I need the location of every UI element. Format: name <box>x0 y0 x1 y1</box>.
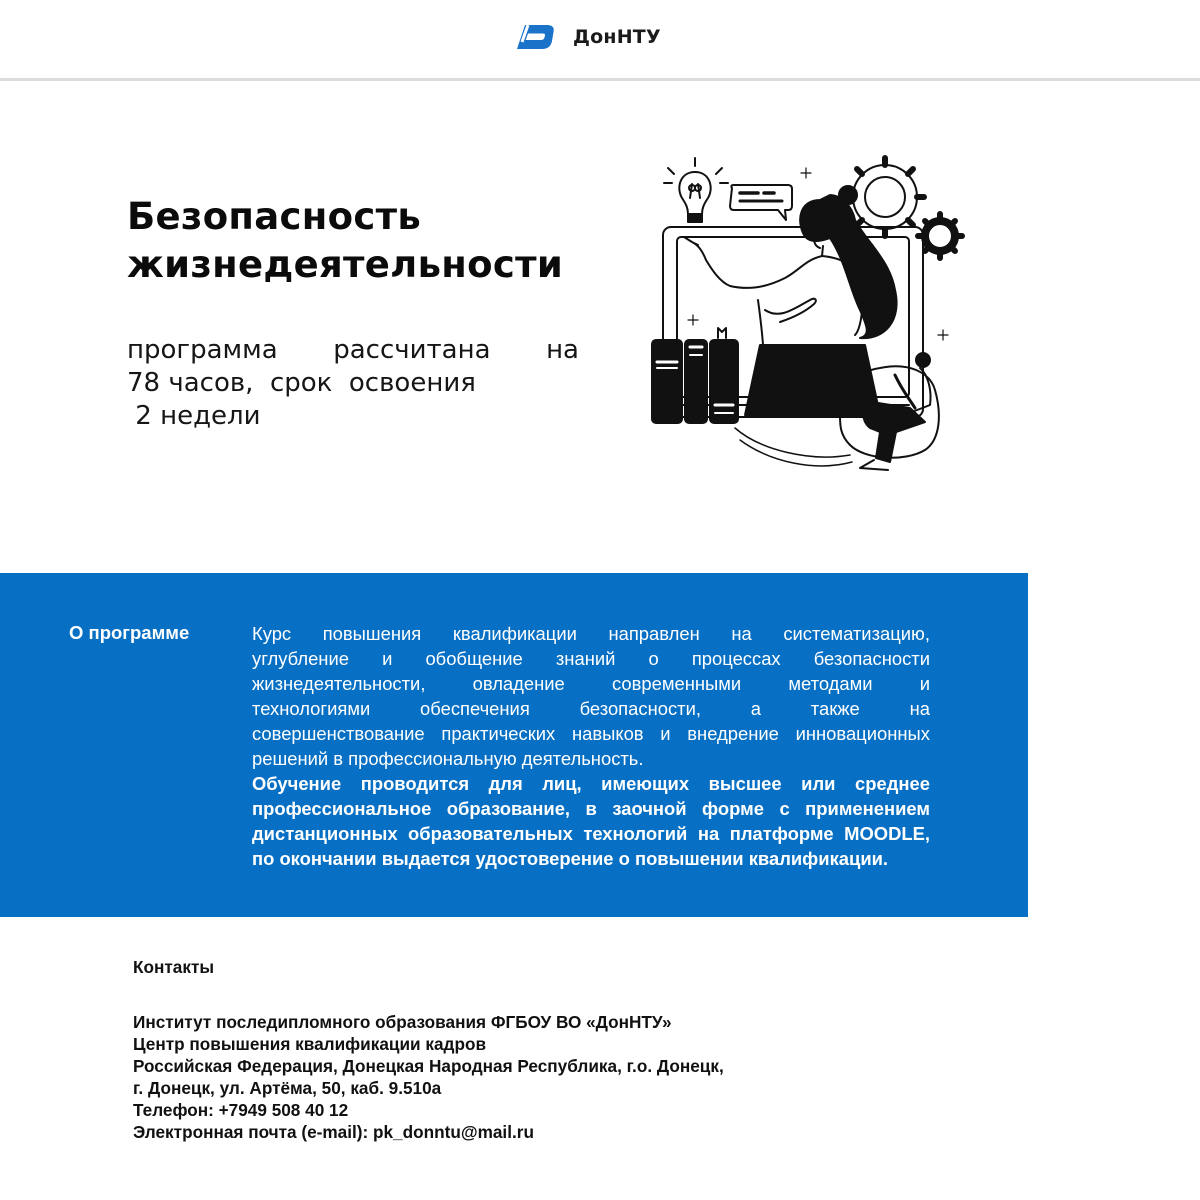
about-word: на <box>731 623 752 644</box>
about-word: внедрение <box>687 723 779 744</box>
summary-line-2: 78 часов, срок освоения <box>127 368 476 398</box>
about-word: овладение <box>472 673 565 694</box>
about-word: а <box>750 698 761 719</box>
contact-address-2: г. Донецк, ул. Артёма, 50, каб. 9.510а <box>133 1078 442 1098</box>
about-word: образование, <box>446 798 571 819</box>
about-word: навыков <box>571 723 644 744</box>
floor-arc <box>740 440 852 466</box>
about-word: для <box>488 773 523 794</box>
page-title <box>127 193 563 289</box>
floor-arc <box>735 428 850 457</box>
about-word: также <box>810 698 860 719</box>
about-word: обеспечения <box>420 698 530 719</box>
about-text-row <box>252 671 930 696</box>
about-label: О программе <box>69 622 190 643</box>
about-word: процессах <box>691 648 781 669</box>
about-word: углубление <box>252 648 349 669</box>
about-word: высшее <box>708 773 782 794</box>
online-education-illustration <box>640 150 970 480</box>
about-word: профессиональное <box>252 798 432 819</box>
about-word: технологий <box>583 823 688 844</box>
about-text-row <box>252 696 930 721</box>
about-paragraph-1-last-line: решений в профессиональную деятельность. <box>252 748 644 769</box>
about-word: имеющих <box>601 773 690 794</box>
summary-word: рассчитана <box>333 335 491 365</box>
about-word: применением <box>805 798 930 819</box>
summary-line-3: 2 недели <box>127 401 261 431</box>
about-word: лиц, <box>542 773 582 794</box>
about-word: платформе <box>729 823 834 844</box>
about-word: знаний <box>555 648 616 669</box>
about-word: безопасности <box>813 648 930 669</box>
about-word: повышения <box>322 623 422 644</box>
logo-text: ДонНТУ <box>573 26 661 48</box>
about-word: с <box>779 798 790 819</box>
lightbulb-icon <box>679 172 710 222</box>
program-summary <box>127 334 579 433</box>
about-word: практических <box>441 723 556 744</box>
contact-email[interactable]: Электронная почта (e-mail): pk_donntu@mail.ru <box>133 1122 534 1142</box>
about-word: Курс <box>252 623 292 644</box>
about-word: на <box>909 698 930 719</box>
light-rays-icon <box>664 158 728 183</box>
about-paragraph-2 <box>252 771 930 846</box>
contact-phone[interactable]: Телефон: +7949 508 40 12 <box>133 1100 349 1120</box>
about-word: на <box>697 823 720 844</box>
contacts-title: Контакты <box>133 957 215 977</box>
books-icon <box>652 328 738 423</box>
about-word: обобщение <box>425 648 523 669</box>
contact-center: Центр повышения квалификации кадров <box>133 1034 487 1054</box>
about-word: Обучение <box>252 773 342 794</box>
speech-bubble-icon <box>730 185 792 220</box>
about-word: проводится <box>360 773 470 794</box>
header <box>0 0 1200 81</box>
about-word: инновационных <box>795 723 930 744</box>
about-paragraph-2-last-line: по окончании выдается удостоверение о повышении квалификации. <box>252 848 889 869</box>
about-word: методами <box>788 673 873 694</box>
about-text-row <box>252 621 930 646</box>
contact-address-1: Российская Федерация, Донецкая Народная Республика, г.о. Донецк, <box>133 1056 724 1076</box>
about-word: современными <box>611 673 742 694</box>
about-word: жизнедеятельности, <box>252 673 426 694</box>
about-word: дистанционных <box>252 823 398 844</box>
contacts-section <box>133 956 724 1143</box>
about-description <box>252 621 930 871</box>
summary-line-1 <box>127 334 579 367</box>
about-text-row <box>252 646 930 671</box>
about-word: MOODLE, <box>844 823 930 844</box>
about-word: систематизацию, <box>783 623 930 644</box>
about-word: технологиями <box>252 698 371 719</box>
about-word: среднее <box>855 773 930 794</box>
about-word: квалификации <box>452 623 577 644</box>
about-word: о <box>648 648 659 669</box>
about-text-row <box>252 771 930 796</box>
gear-filled-icon <box>918 214 962 258</box>
about-text-row <box>252 796 930 821</box>
about-word: безопасности, <box>579 698 701 719</box>
title-line-1: Безопасность <box>127 195 422 238</box>
title-line-2: жизнедеятельности <box>127 243 564 286</box>
about-word: и <box>919 673 930 694</box>
summary-word: на <box>546 335 579 365</box>
about-word: и <box>382 648 393 669</box>
about-paragraph-1 <box>252 621 930 746</box>
donntu-logo-icon <box>517 25 555 49</box>
logo[interactable] <box>517 25 661 49</box>
contact-institute: Институт последипломного образования ФГБОУ ВО «ДонНТУ» <box>133 1012 672 1032</box>
about-word: и <box>660 723 671 744</box>
about-word: направлен <box>608 623 700 644</box>
about-word: в <box>585 798 597 819</box>
about-text-row <box>252 821 930 846</box>
about-word: форме <box>702 798 764 819</box>
summary-word: программа <box>127 335 278 365</box>
about-word: или <box>801 773 836 794</box>
about-word: образовательных <box>408 823 573 844</box>
about-word: заочной <box>612 798 687 819</box>
about-text-row <box>252 721 930 746</box>
about-word: совершенствование <box>252 723 425 744</box>
